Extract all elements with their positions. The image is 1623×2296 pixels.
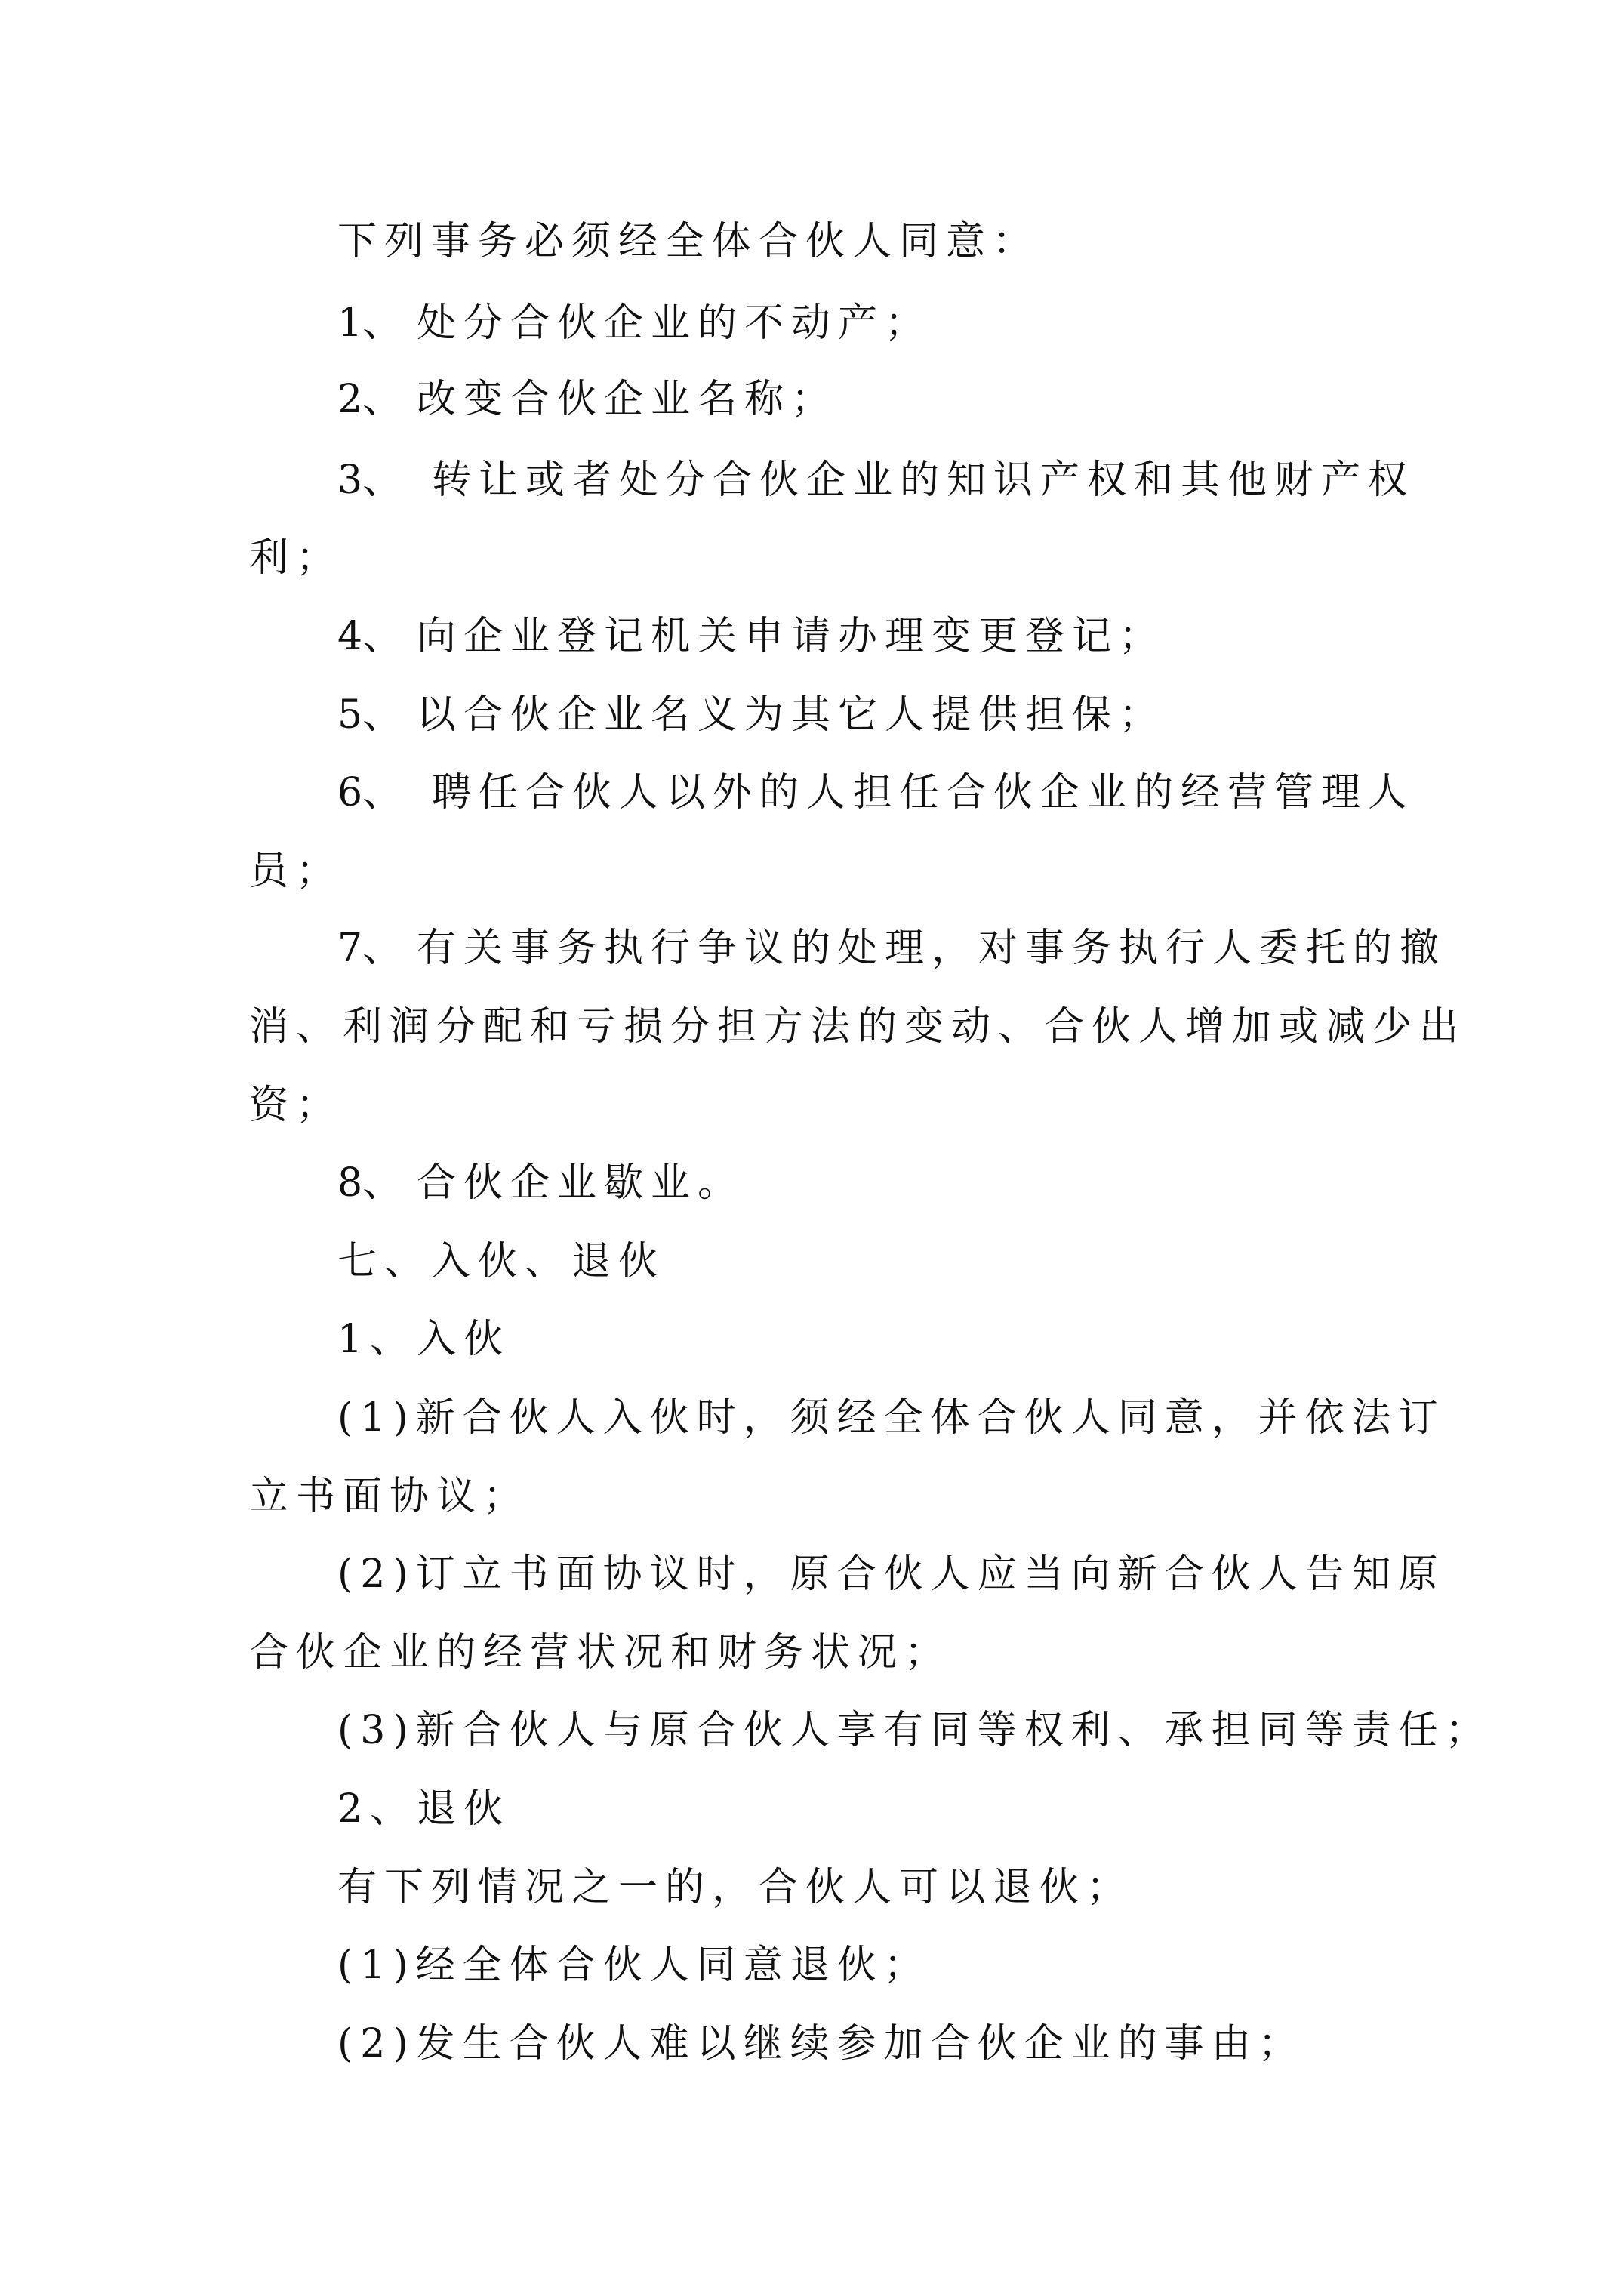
clause-1: (1)新合伙人入伙时，须经全体合伙人同意，并依法订 <box>337 1395 1446 1441</box>
list-number: 2、 <box>337 377 402 422</box>
list-item-5: 5、 以合伙企业名义为其它人提供担保； <box>337 692 1166 738</box>
list-number: 5、 <box>337 692 402 738</box>
list-number: 1、 <box>337 300 402 346</box>
list-item-7-continued: 资； <box>249 1083 343 1128</box>
withdraw-clause-2: (2)发生合伙人难以继续参加合伙企业的事由； <box>337 2021 1305 2066</box>
clause-2-continued: 合伙企业的经营状况和财务状况； <box>249 1630 952 1675</box>
list-item-4: 4、 向企业登记机关申请办理变更登记； <box>337 614 1166 659</box>
list-number: 6、 <box>337 770 402 815</box>
clause-3: (3)新合伙人与原合伙人享有同等权利、承担同等责任； <box>337 1708 1492 1753</box>
list-item-6-continued: 员； <box>249 849 343 894</box>
list-item-7: 7、 有关事务执行争议的处理，对事务执行人委托的撤 <box>337 926 1447 971</box>
subsection-heading-join: 1、入伙 <box>337 1317 511 1362</box>
list-number: 3、 <box>337 458 402 503</box>
clause-2: (2)订立书面协议时，原合伙人应当向新合伙人告知原 <box>337 1552 1446 1597</box>
clause-1-continued: 立书面协议； <box>249 1474 531 1519</box>
withdraw-intro: 有下列情况之一的，合伙人可以退伙； <box>337 1865 1134 1910</box>
subsection-heading-withdraw: 2、退伙 <box>337 1786 511 1832</box>
list-item-3: 3、 转让或者处分合伙企业的知识产权和其他财产权 <box>337 458 1415 503</box>
section-heading: 七、入伙、退伙 <box>337 1239 666 1284</box>
intro-line: 下列事务必须经全体合伙人同意： <box>337 219 1040 264</box>
withdraw-clause-1: (1)经全体合伙人同意退伙； <box>337 1943 931 1988</box>
list-item-2: 2、 改变合伙企业名称； <box>337 377 839 422</box>
list-item-8: 8、 合伙企业歇业。 <box>337 1160 745 1206</box>
list-number: 8、 <box>337 1160 402 1206</box>
list-item-6: 6、 聘任合伙人以外的人担任合伙企业的经营管理人 <box>337 770 1415 815</box>
list-number: 7、 <box>337 926 402 971</box>
list-item-3-continued: 利； <box>249 535 343 581</box>
list-number: 4、 <box>337 614 402 659</box>
list-item-7-continued: 消、利润分配和亏损分担方法的变动、合伙人增加或减少出 <box>249 1004 1467 1049</box>
list-item-1: 1、 处分合伙企业的不动产； <box>337 300 932 346</box>
